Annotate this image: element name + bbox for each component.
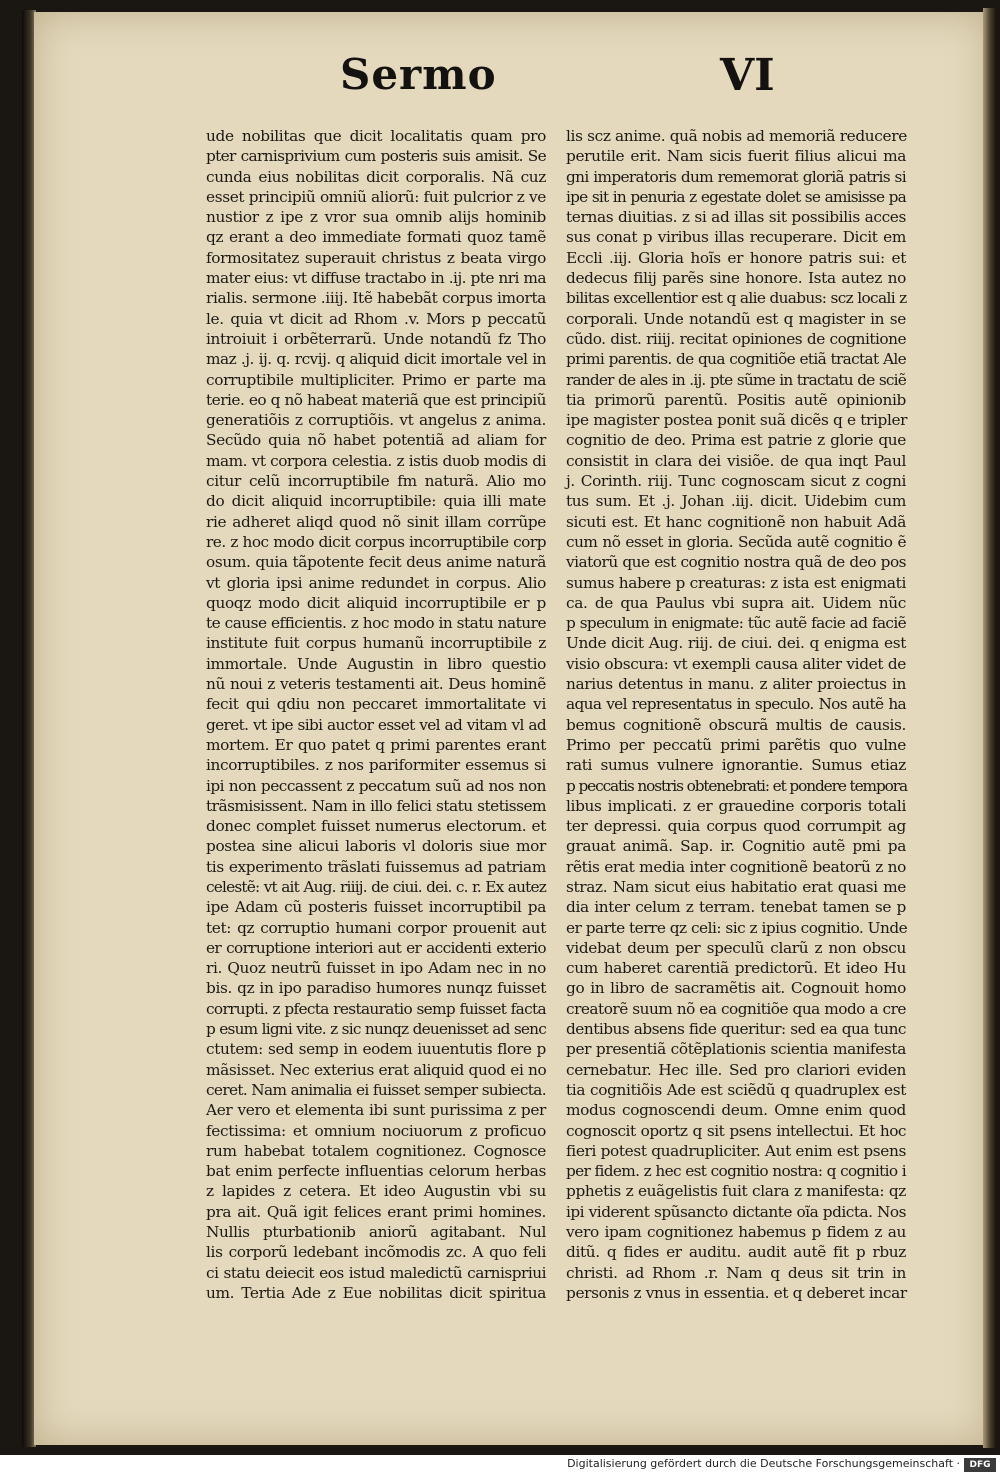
text-line: j. Corinth. riij. Tunc cognoscam sicut z cogni <box>566 472 906 491</box>
text-line: ipe magister postea ponit suã dicẽs q e tripler <box>566 411 908 430</box>
text-line: ipe sit in penuria z egestate dolet se amisisse pa <box>566 187 906 206</box>
text-line: mater eius: vt diffuse tractabo in .ij. pte nri ma <box>206 269 546 288</box>
text-line: straz. Nam sicut eius habitatio erat quasi me <box>566 877 906 896</box>
text-line: introiuit i orbẽterrarũ. Unde notandũ fz Tho <box>206 329 546 348</box>
text-line: trãsmisissent. Nam in illo felici statu stetissem <box>206 796 546 815</box>
text-line: citur celũ incorruptibile fm naturã. Alio mo <box>206 472 546 491</box>
text-line: esset principiũ omniũ aliorũ: fuit pulcrior z ve <box>206 187 546 206</box>
text-line: lis corporũ ledebant incõmodis zc. A quo feli <box>206 1243 546 1262</box>
text-line: p speculum in enigmate: tũc autẽ facie ad faciẽ <box>566 614 906 633</box>
text-line: Primo per peccatũ primi parẽtis quo vulne <box>566 735 906 754</box>
text-line: postea sine alicui laboris vl doloris siue mor <box>206 837 546 856</box>
text-line: cunda eius nobilitas dicit corporalis. Nã cuz <box>206 167 546 186</box>
text-line: rander de ales in .ij. pte sũme in tractatu de sciẽ <box>566 370 906 389</box>
text-line: per fidem. z hec est cognitio nostra: q cognitio i <box>566 1162 906 1181</box>
text-line: generatiõis z corruptiõis. vt angelus z anima. <box>206 411 546 430</box>
text-line: fieri potest quadrupliciter. Aut enim est psens <box>566 1141 906 1160</box>
text-line: viatorũ que est cognitio nostra quã de deo pos <box>566 553 906 572</box>
footer-bar <box>0 1455 1000 1475</box>
text-line: ceret. Nam animalia ei fuisset semper subiecta. <box>206 1080 546 1099</box>
text-line: cum nõ esset in gloria. Secũda autẽ cognitio ẽ <box>566 532 906 551</box>
text-line: narius detentus in manu. z aliter proiectus in <box>566 675 906 694</box>
running-head: Sermo <box>340 50 497 99</box>
text-line: maz .j. ij. q. rcvij. q aliquid dicit imortale vel in <box>206 350 546 369</box>
text-line: fecit qui qdiu non peccaret immortalitate vi <box>206 695 546 714</box>
text-line: vero ipam cognitionez habemus p fidem z au <box>566 1223 906 1242</box>
text-line: cognitio de deo. Prima est patrie z glorie que <box>566 431 906 450</box>
text-line: pter carnisprivium cum posteris suis amisit. Se <box>206 147 546 166</box>
text-line: perutile erit. Nam sicis fuerit filius alicui ma <box>566 147 906 166</box>
text-line: ude nobilitas que dicit localitatis quam pro <box>206 127 546 145</box>
text-line: sumus habere p creaturas: z ista est enigmati <box>566 573 906 592</box>
text-line: dentibus absens fide queritur: sed ea qua tunc <box>566 1020 906 1039</box>
text-line: nũ noui z veteris testamenti ait. Deus hominẽ <box>206 675 546 694</box>
text-line: ipe Adam cũ posteris fuisset incorruptibil pa <box>206 898 546 917</box>
text-line: sus conat p viribus illas recuperare. Dicit em <box>566 228 906 247</box>
text-line: ternas diuitias. z si ad illas sit possibilis acces <box>566 208 906 227</box>
folio-number: VI <box>720 50 775 101</box>
text-line: qz erant a deo immediate formati quoz tamẽ <box>206 228 546 247</box>
text-line: ci statu deiecit eos istud maledictũ carnispriui <box>206 1263 546 1282</box>
text-line: cernebatur. Hec ille. Sed pro clariori eviden <box>566 1060 906 1079</box>
text-line: corruptibile multipliciter. Primo er parte ma <box>206 370 546 389</box>
text-line: ri. Quoz neutrũ fuisset in ipo Adam nec in no <box>206 959 546 978</box>
text-line: le. quia vt dicit ad Rhom .v. Mors p peccatũ <box>206 309 546 328</box>
page-edge-right <box>983 8 997 1448</box>
text-line: mam. vt corpora celestia. z istis duob modis di <box>206 451 546 470</box>
text-line: donec complet fuisset numerus electorum. et <box>206 817 546 836</box>
text-line: rẽtis erat media inter cognitionẽ beatorũ z no <box>566 857 906 876</box>
text-line: quoqz modo dicit aliquid incorruptibile er p <box>206 593 546 612</box>
text-line: ditũ. q fides er auditu. audit autẽ fit p rbuz <box>566 1243 906 1262</box>
text-line: te cause efficientis. z hoc modo in statu nature <box>206 614 546 633</box>
text-line: visio obscura: vt exempli causa aliter videt de <box>566 654 906 673</box>
text-line: rialis. sermone .iiij. Itẽ habebãt corpus imorta <box>206 289 547 308</box>
text-line: p peccatis nostris obtenebrati: et pondere tempora <box>566 776 907 795</box>
text-line: institute fuit corpus humanũ incorruptibile z <box>206 634 546 653</box>
text-line: sicuti est. Et hanc cognitionẽ non habuit Adã <box>566 512 906 531</box>
text-line: rati sumus vulnere ignorantie. Sumus etiaz <box>566 756 906 775</box>
text-line: primi parentis. de qua cognitiõe etiã tractat Ale <box>566 350 906 369</box>
text-line: immortale. Unde Augustin in libro questio <box>206 654 546 673</box>
text-line: videbat deum per speculũ clarũ z non obscu <box>566 938 906 957</box>
text-line: tet: qz corruptio humani corpor prouenit aut <box>206 918 546 937</box>
text-line: nustior z ipe z vror sua omnib alijs hominib <box>206 208 546 227</box>
text-line: bilitas excellentior est q alie duabus: scz locali z <box>566 289 907 308</box>
text-line: tia primorũ parentũ. Positis autẽ opinionib <box>566 390 906 409</box>
text-line: corrupti. z pfecta restauratio semp fuisset facta <box>206 999 546 1018</box>
text-line: Nullis pturbationib aniorũ agitabant. Nul <box>206 1223 546 1242</box>
text-line: bis. qz in ipo paradiso humores nunqz fuisset <box>206 979 546 998</box>
text-line: pra ait. Quã igit felices erant primi homines. <box>206 1202 546 1221</box>
text-line: mãsisset. Nec exterius erat aliquid quod ei no <box>206 1060 547 1079</box>
text-line: libus implicati. z er grauedine corporis totali <box>566 796 906 815</box>
text-line: formositatez superauit christus z beata virgo <box>206 248 546 267</box>
text-line: fectissima: et omnium nociuorum z proficuo <box>206 1121 546 1140</box>
text-line: tis experimento trãslati fuissemus ad patriam <box>206 857 546 876</box>
text-line: geret. vt ipe sibi auctor esset vel ad vitam vl ad <box>206 715 546 734</box>
text-line: ter depressi. quia corpus quod corrumpit ag <box>566 817 906 836</box>
text-line: cum haberet carentiã predictorũ. Et ideo Hu <box>566 959 906 978</box>
text-line: rie adheret aliqd quod nõ sinit illam corrũpe <box>206 512 546 531</box>
text-line: ipi viderent spũsancto dictante oĩa pdicta. Nos <box>566 1202 906 1221</box>
text-line: tus sum. Et .j. Johan .iij. dicit. Uidebim cum <box>566 492 906 511</box>
text-line: aqua vel representatus in speculo. Nos autẽ ha <box>566 695 906 714</box>
text-line: christi. ad Rhom .r. Nam q deus sit trin in <box>566 1263 906 1282</box>
text-line: cũdo. dist. riiij. recitat opiniones de cognitione <box>566 329 906 348</box>
text-line: pphetis z euãgelistis fuit clara z manifesta: qz <box>566 1182 906 1201</box>
text-line: Secũdo quia nõ habet potentiã ad aliam for <box>206 431 546 450</box>
text-line: p esum ligni vite. z sic nunqz deuenisset ad senc <box>206 1020 546 1039</box>
text-line: consistit in clara dei visiõe. de qua inqt Paul <box>566 451 906 470</box>
text-line: er corruptione interiori aut er accidenti exterio <box>206 938 546 957</box>
text-line: dedecus filij parẽs sine honore. Ista autez no <box>566 269 906 288</box>
text-line: go in libro de sacramẽtis ait. Cognouit homo <box>566 979 906 998</box>
text-line: grauat animã. Sap. ir. Cognitio autẽ pmi pa <box>566 837 906 856</box>
text-line: terie. eo q nõ habeat materiã que est principiũ <box>206 390 546 409</box>
text-line: Aer vero et elementa ibi sunt purissima z per <box>206 1101 546 1120</box>
text-line: z lapides z cetera. Et ideo Augustin vbi su <box>206 1182 546 1201</box>
text-line: osum. quia tãpotente fecit deus anime naturã <box>206 553 546 572</box>
text-line: er parte terre qz celi: sic z ipius cognitio. Unde <box>566 918 908 937</box>
text-line: lis scz anime. quã nobis ad memoriã reducere <box>566 127 907 145</box>
text-line: rum habebat totalem cognitionez. Cognosce <box>206 1141 546 1160</box>
text-line: gni imperatoris dum rememorat gloriã patris si <box>566 167 906 186</box>
text-line: do dicit aliquid incorruptibile: quia illi mate <box>206 492 546 511</box>
text-line: personis z vnus in essentia. et q deberet incar <box>566 1283 907 1302</box>
text-line: ipi non peccassent z peccatum suũ ad nos non <box>206 776 546 795</box>
text-line: ca. de qua Paulus vbi supra ait. Uidem nũc <box>566 593 906 612</box>
text-line: tia cognitiõis Ade est sciẽdũ q quadruplex est <box>566 1080 906 1099</box>
text-line: celestẽ: vt ait Aug. riiij. de ciui. dei. c. r. Ex autez <box>206 877 546 896</box>
text-line: vt gloria ipsi anime redundet in corpus. Alio <box>206 573 546 592</box>
text-line: Unde dicit Aug. riij. de ciui. dei. q enigma est <box>566 634 906 653</box>
text-line: dia inter celum z terram. tenebat tamen se p <box>566 898 906 917</box>
text-line: cognoscit oportz q sit psens intellectui. Et hoc <box>566 1121 906 1140</box>
text-line: Eccli .iij. Gloria hoĩs er honore patris sui: et <box>566 248 906 267</box>
text-line: corporali. Unde notandũ est q magister in se <box>566 309 906 328</box>
text-line: bemus cognitionẽ obscurã multis de causis. <box>566 715 906 734</box>
text-line: modus cognoscendi deum. Omne enim quod <box>566 1101 906 1120</box>
text-line: re. z hoc modo dicit corpus incorruptibile corp <box>206 532 546 551</box>
text-line: per presentiã cõtẽplationis scientia manifesta <box>566 1040 906 1059</box>
text-line: creatorẽ suum nõ ea cognitiõe qua modo a cre <box>566 999 906 1018</box>
text-line: ctutem: sed semp in eodem iuuentutis flore p <box>206 1040 546 1059</box>
text-line: incorruptibiles. z nos pariformiter essemus si <box>206 756 546 775</box>
text-column-right <box>566 126 906 1303</box>
text-line: um. Tertia Ade z Eue nobilitas dicit spiritua <box>206 1283 546 1302</box>
text-line: bat enim perfecte influentias celorum herbas <box>206 1162 546 1181</box>
text-column-left <box>206 126 546 1303</box>
digitization-credit: Digitalisierung gefördert durch die Deutsche Forschungsgemeinschaft · <box>567 1457 960 1470</box>
dfg-logo: DFG <box>964 1458 996 1472</box>
text-line: mortem. Er quo patet q primi parentes erant <box>206 735 546 754</box>
